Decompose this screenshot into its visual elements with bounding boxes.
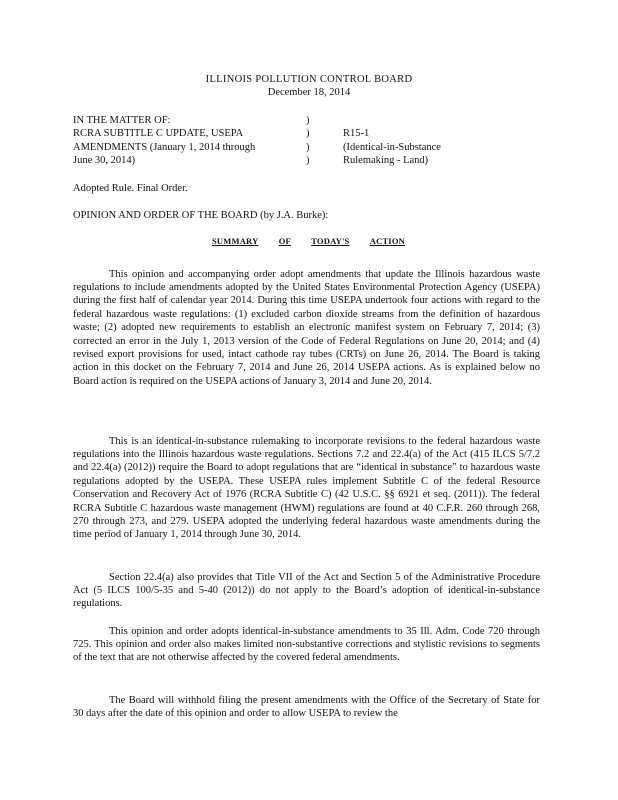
caption-line: AMENDMENTS (January 1, 2014 through [73, 141, 256, 153]
opinion-heading: OPINION AND ORDER OF THE BOARD (by J.A. Burke): [73, 210, 329, 221]
caption-line: (Identical-in-Substance [343, 141, 441, 153]
caption-case-title [73, 114, 293, 168]
summary-word: SUMMARY [212, 236, 259, 246]
caption-line: June 30, 2014) [73, 155, 136, 167]
paragraph-identical-in-substance: This is an identical-in-substance rulemaking to incorporate revisions to the federal hazardous waste regulations into the Illinois hazardous waste regulations. Sections 7.2 and 22.4(a) of the Act (415 ILCS 5/7.2 and 22.4(a) (2012)) require the Board to adopt regulations that are “identical in substance” to hazardous waste regulations adopted by the USEPA. These USEPA rules implement Subtitle C of the federal Resource Conservation and Recovery Act of 1976 (RCRA Subtitle C) (42 U.S.C. §§ 6921 et seq. (2011)). The federal RCRA Subtitle C hazardous waste management (HWM) regulations are found at 40 C.F.R. 260 through 268, 270 through 273, and 279. USEPA adopted the underlying federal hazardous waste amendments during the time period of January 1, 2014 through June 30, 2014. [73, 435, 540, 541]
caption-line: IN THE MATTER OF: [73, 115, 171, 126]
caption-parentheses [306, 114, 316, 168]
adopted-rule-line: Adopted Rule. Final Order. [73, 183, 188, 194]
caption-paren: ) [306, 141, 310, 153]
summary-heading [212, 235, 405, 248]
summary-word: TODAY'S [311, 236, 350, 246]
summary-word: OF [278, 236, 291, 246]
caption-paren: ) [306, 155, 310, 167]
caption-paren: ) [306, 128, 310, 140]
paragraph-amendments: This opinion and order adopts identical-in-substance amendments to 35 Ill. Adm. Code 720 through 725. This opinion and order also makes limited non-substantive corrections and stylistic revisions to segments of the text that are not otherwise affected by the covered federal amendments. [73, 625, 540, 664]
paragraph-filing: The Board will withhold filing the present amendments with the Office of the Secretary of State for 30 days after the date of this opinion and order to allow USEPA to review the [73, 694, 540, 719]
caption-line: RCRA SUBTITLE C UPDATE, USEPA [73, 128, 244, 140]
paragraph-section-22-4: Section 22.4(a) also provides that Title VII of the Act and Section 5 of the Administrative Procedure Act (5 ILCS 100/5-35 and 5-40 (2012)) do not apply to the Board’s adoption of identical-in-substance regulations. [73, 571, 540, 610]
docket-number: R15-1 [343, 128, 370, 140]
caption-docket [343, 114, 503, 168]
document-date: December 18, 2014 [267, 87, 351, 98]
paragraph-summary: This opinion and accompanying order adopt amendments that update the Illinois hazardous waste regulations to include amendments adopted by the United States Environmental Protection Agency (USEPA) during the first half of calendar year 2014. During this time USEPA undertook four actions with regard to the federal hazardous waste regulations: (1) excluded carbon dioxide streams from the definition of hazardous waste; (2) adopted new requirements to establish an electronic manifest system on February 7, 2014; (3) corrected an error in the July 1, 2013 version of the Code of Federal Regulations on June 20, 2014; and (4) revised export provisions for used, intact cathode ray tubes (CRTs) on June 26, 2014. The Board is taking action in this docket on the February 7, 2014 and June 26, 2014 USEPA actions. As is explained below no Board action is required on the USEPA actions of January 3, 2014 and June 20, 2014. [73, 268, 540, 387]
caption-line [343, 114, 503, 127]
board-title: ILLINOIS POLLUTION CONTROL BOARD [205, 74, 413, 85]
caption-paren: ) [306, 115, 310, 126]
caption-line: Rulemaking - Land) [343, 155, 429, 167]
summary-word: ACTION [369, 236, 405, 246]
